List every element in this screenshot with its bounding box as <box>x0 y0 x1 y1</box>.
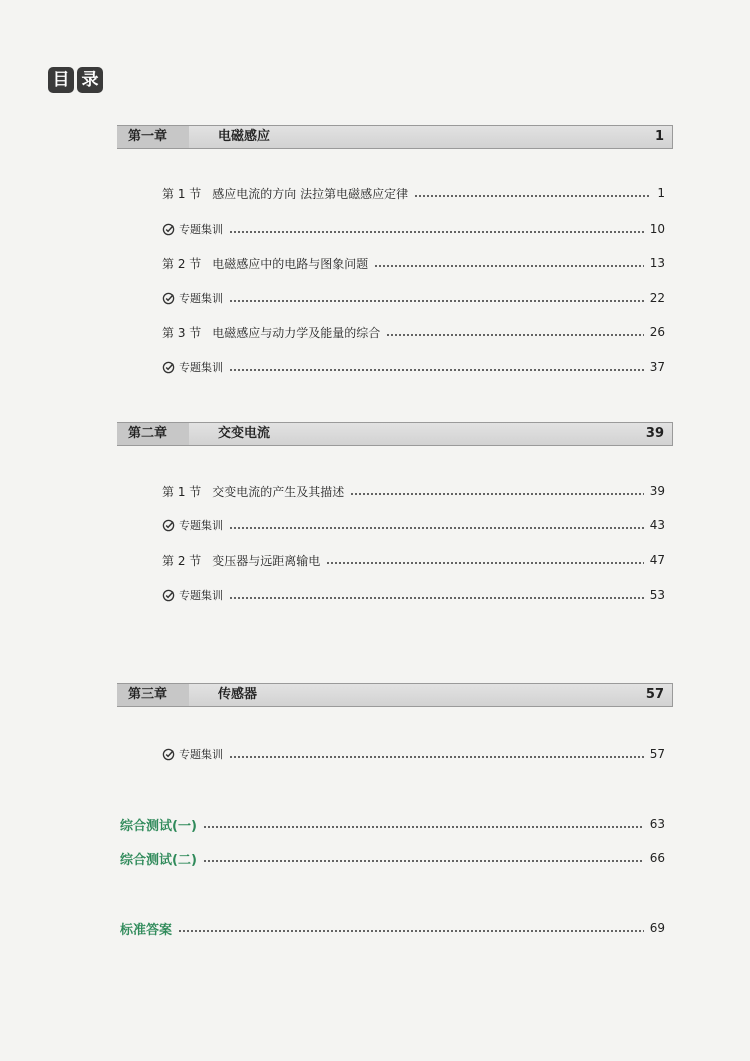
chapter-name: 传感器 <box>218 687 258 702</box>
dot-leader <box>326 562 643 564</box>
dot-leader <box>229 597 644 599</box>
chapter-label: 第三章 <box>117 684 189 706</box>
check-clock-icon <box>162 292 175 305</box>
page-number: 69 <box>649 921 665 935</box>
dot-leader <box>386 334 643 336</box>
chapter-3-header[interactable] <box>117 683 673 707</box>
section-number: 第 2 节 <box>162 553 202 568</box>
special-title: 专题集训 <box>179 292 223 305</box>
page-number: 22 <box>649 291 665 305</box>
chapter-2-header[interactable] <box>117 422 673 446</box>
dot-leader <box>350 493 643 495</box>
dot-leader <box>178 930 644 932</box>
dot-leader <box>414 195 651 197</box>
check-clock-icon <box>162 748 175 761</box>
page-number: 1 <box>657 186 665 200</box>
page-number: 26 <box>649 325 665 339</box>
toc-entry-test-1[interactable] <box>120 814 665 834</box>
chapter-name: 交变电流 <box>218 426 271 441</box>
special-title: 专题集训 <box>179 361 223 374</box>
check-clock-icon <box>162 589 175 602</box>
toc-entry[interactable] <box>162 253 665 273</box>
check-clock-icon <box>162 519 175 532</box>
page-number: 39 <box>649 484 665 498</box>
dot-leader <box>229 369 644 371</box>
toc-entry-special[interactable] <box>162 744 665 764</box>
section-number: 第 1 节 <box>162 484 202 499</box>
section-title: 变压器与远距离输电 <box>212 553 321 568</box>
special-title: 专题集训 <box>179 748 223 761</box>
chapter-label: 第二章 <box>117 423 189 445</box>
test-title: 综合测试(二) <box>120 852 197 868</box>
page-number: 43 <box>649 518 665 532</box>
special-title: 专题集训 <box>179 223 223 236</box>
chapter-page: 57 <box>645 687 664 702</box>
section-number: 第 1 节 <box>162 186 202 201</box>
toc-title-char-1: 目 <box>48 67 74 93</box>
toc-entry-special[interactable] <box>162 219 665 239</box>
toc-entry[interactable] <box>162 322 665 342</box>
page-number: 13 <box>649 256 665 270</box>
special-title: 专题集训 <box>179 589 223 602</box>
toc-entry-special[interactable] <box>162 585 665 605</box>
page-number: 53 <box>649 588 665 602</box>
chapter-page: 1 <box>654 129 664 144</box>
page-number: 63 <box>649 817 665 831</box>
check-clock-icon <box>162 361 175 374</box>
toc-entry-special[interactable] <box>162 357 665 377</box>
chapter-page: 39 <box>645 426 664 441</box>
dot-leader <box>203 860 644 862</box>
section-title: 交变电流的产生及其描述 <box>212 484 345 499</box>
special-title: 专题集训 <box>179 519 223 532</box>
chapter-label: 第一章 <box>117 126 189 148</box>
toc-entry[interactable] <box>162 183 665 203</box>
chapter-name: 电磁感应 <box>218 129 271 144</box>
section-number: 第 3 节 <box>162 325 202 340</box>
page-number: 10 <box>649 222 665 236</box>
page-number: 47 <box>649 553 665 567</box>
section-title: 电磁感应中的电路与图象问题 <box>212 256 369 271</box>
dot-leader <box>229 300 644 302</box>
page-number: 57 <box>649 747 665 761</box>
toc-title-char-2: 录 <box>77 67 103 93</box>
toc-entry-test-2[interactable] <box>120 848 665 868</box>
answers-title: 标准答案 <box>120 922 173 938</box>
check-clock-icon <box>162 223 175 236</box>
chapter-1-header[interactable] <box>117 125 673 149</box>
section-title: 电磁感应与动力学及能量的综合 <box>212 325 381 340</box>
toc-entry[interactable] <box>162 550 665 570</box>
toc-entry-answers[interactable] <box>120 918 665 938</box>
page-number: 66 <box>649 851 665 865</box>
toc-entry-special[interactable] <box>162 288 665 308</box>
test-title: 综合测试(一) <box>120 818 197 834</box>
toc-entry-special[interactable] <box>162 515 665 535</box>
dot-leader <box>374 265 643 267</box>
page-number: 37 <box>649 360 665 374</box>
section-title: 感应电流的方向 法拉第电磁感应定律 <box>212 186 409 201</box>
toc-entry[interactable] <box>162 481 665 501</box>
section-number: 第 2 节 <box>162 256 202 271</box>
dot-leader <box>229 527 644 529</box>
dot-leader <box>229 756 644 758</box>
dot-leader <box>203 826 644 828</box>
dot-leader <box>229 231 644 233</box>
